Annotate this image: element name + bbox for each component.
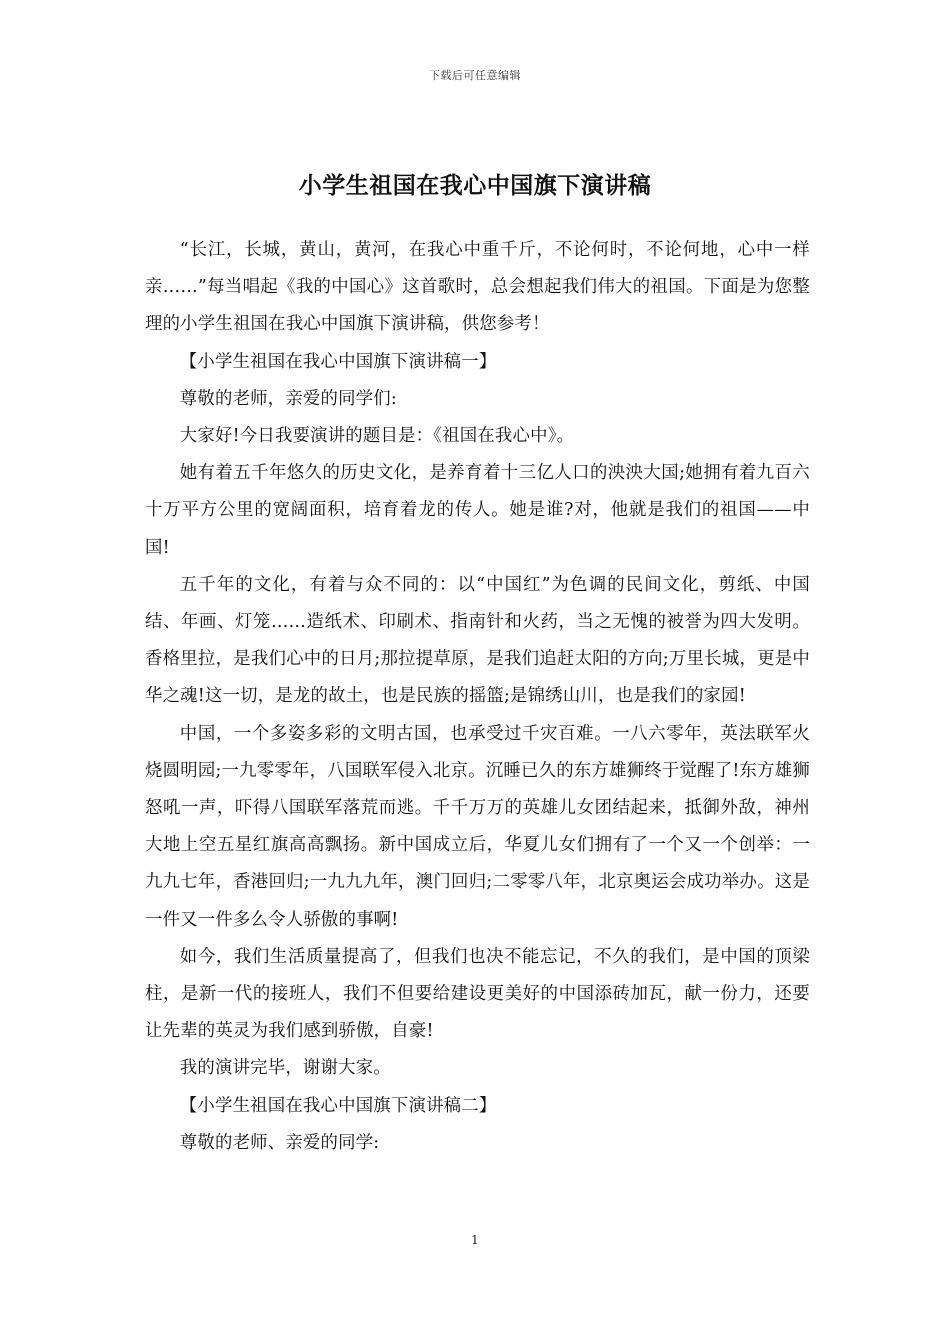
section-heading-two: 【小学生祖国在我心中国旗下演讲稿二】 <box>179 1095 497 1116</box>
paragraph-greeting: 大家好!今日我要演讲的题目是：《祖国在我心中》。 <box>179 426 575 447</box>
paragraph-salutation: 尊敬的老师、亲爱的同学: <box>179 1132 380 1153</box>
paragraph-salutation: 尊敬的老师，亲爱的同学们: <box>179 388 397 409</box>
section-heading-one: 【小学生祖国在我心中国旗下演讲稿一】 <box>179 351 497 372</box>
document-body <box>145 232 810 1162</box>
paragraph-body: 中国，一个多姿多彩的文明古国，也承受过千灾百难。一八六零年，英法联军火烧圆明园;一九零零年，八国联军侵入北京。沉睡已久的东方雄狮终于觉醒了!东方雄狮怒吼一声，吓得八国联军落荒而逃。千千万万的英雄儿女团结起来，抵御外敌，神州大地上空五星红旗高高飘扬。新中国成立后，华夏儿女们拥有了一个又一个创举：一九九七年，香港回归;一九九九年，澳门回归;二零零八年，北京奥运会成功举办。这是一件又一件多么令人骄傲的事啊! <box>145 723 810 930</box>
header-note: 下载后可任意编辑 <box>429 69 521 82</box>
paragraph-closing: 我的演讲完毕，谢谢大家。 <box>179 1058 391 1079</box>
paragraph-body: 她有着五千年悠久的历史文化，是养育着十三亿人口的泱泱大国;她拥有着九百六十万平方公里的宽阔面积，培育着龙的传人。她是谁?对，他就是我们的祖国——中国! <box>145 463 810 558</box>
document-title: 小学生祖国在我心中国旗下演讲稿 <box>298 172 652 200</box>
page-number: 1 <box>471 1233 479 1247</box>
paragraph-body: 五千年的文化，有着与众不同的：以“中国红”为色调的民间文化，剪纸、中国结、年画、灯笼……造纸术、印刷术、指南针和火药，当之无愧的被誉为四大发明。香格里拉，是我们心中的日月;那拉提草原，是我们追赶太阳的方向;万里长城，更是中华之魂!这一切，是龙的故土，也是民族的摇篮;是锦绣山川，也是我们的家园! <box>145 574 810 707</box>
paragraph-intro: “长江，长城，黄山，黄河，在我心中重千斤，不论何时，不论何地，心中一样亲……”每当唱起《我的中国心》这首歌时，总会想起我们伟大的祖国。下面是为您整理的小学生祖国在我心中国旗下演讲稿，供您参考！ <box>145 240 810 335</box>
paragraph-body: 如今，我们生活质量提高了，但我们也决不能忘记，不久的我们，是中国的顶梁柱，是新一代的接班人，我们不但要给建设更美好的中国添砖加瓦，献一份力，还要让先辈的英灵为我们感到骄傲，自豪! <box>145 946 810 1042</box>
